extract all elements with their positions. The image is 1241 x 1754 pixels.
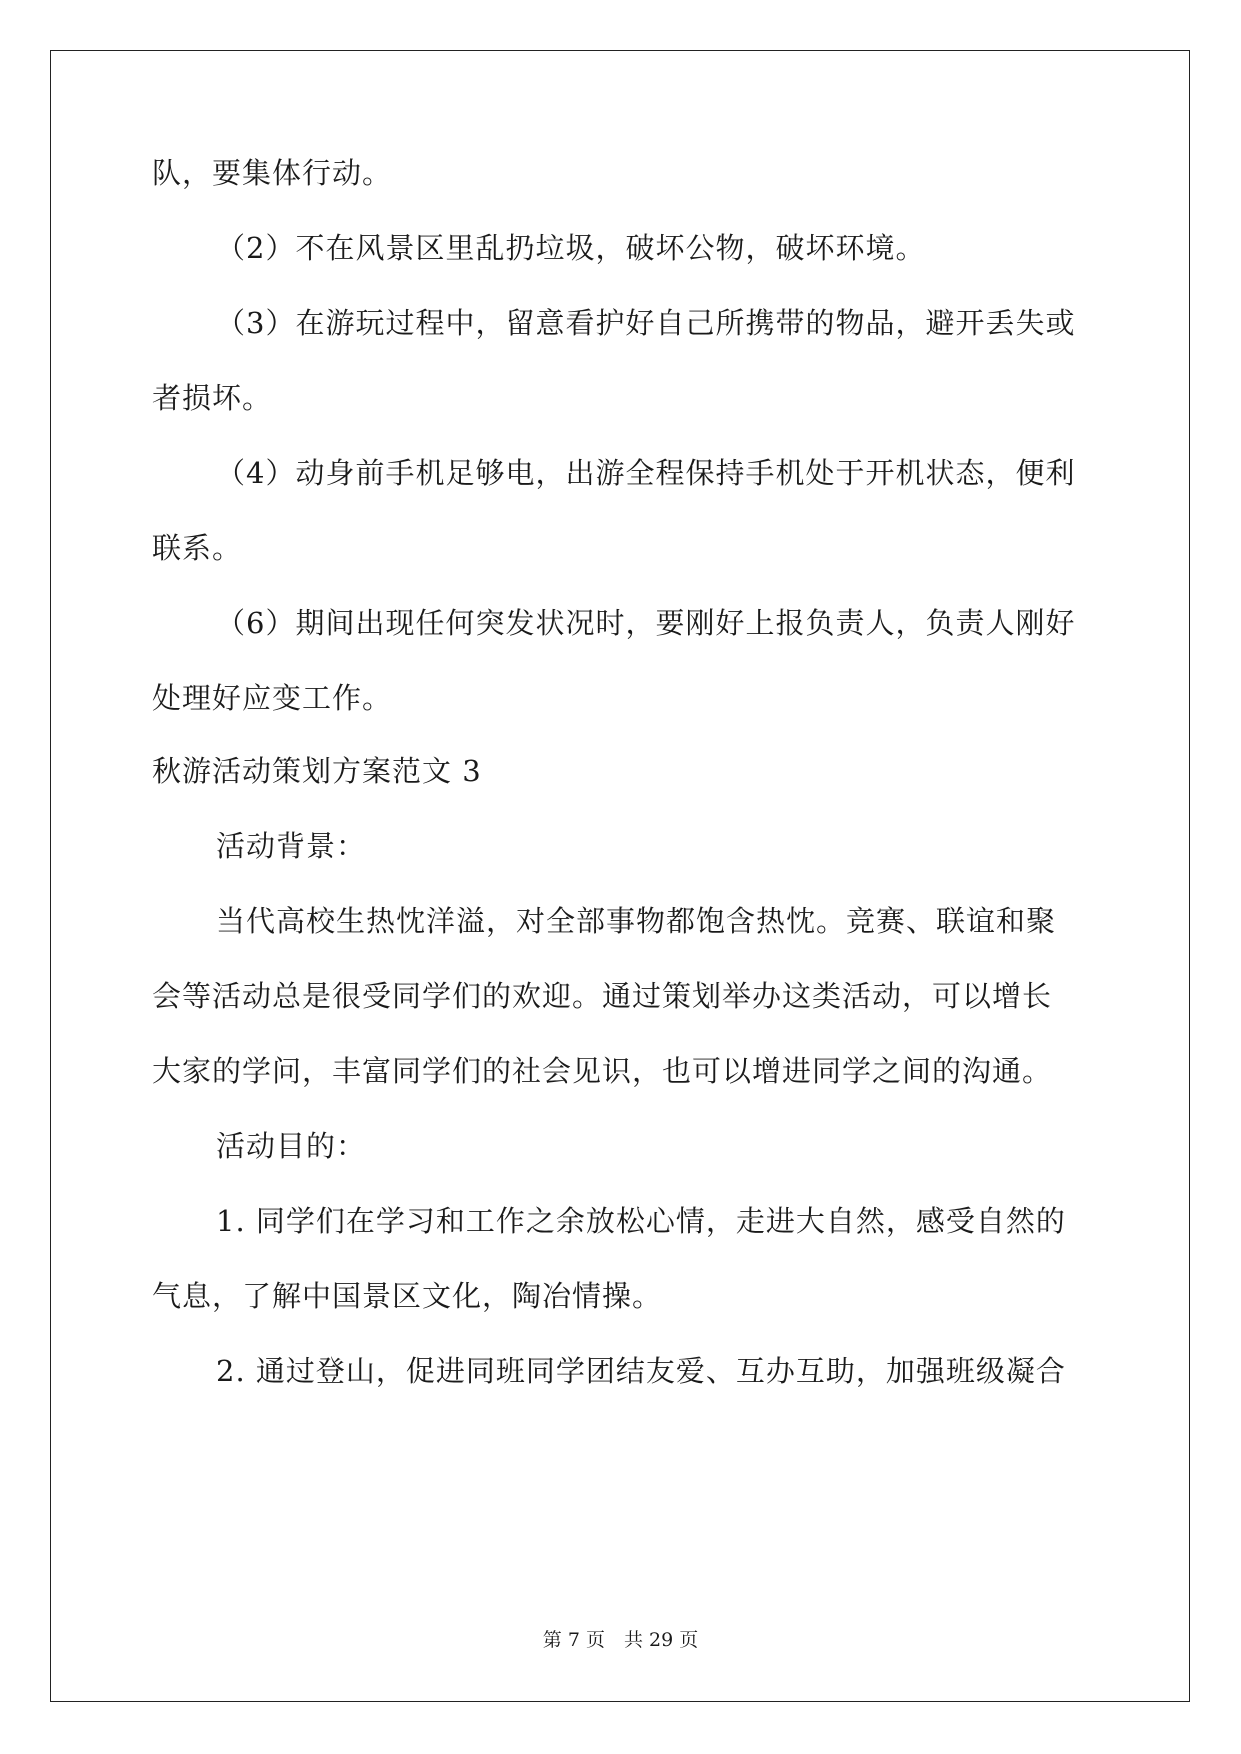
text-line: 者损坏。 — [152, 381, 273, 415]
text-line: 联系。 — [152, 531, 243, 565]
text-line: （3）在游玩过程中，留意看护好自己所携带的物品，避开丢失或 — [216, 306, 1076, 340]
text-line: 会等活动总是很受同学们的欢迎。通过策划举办这类活动，可以增长 — [152, 979, 1053, 1013]
section-heading: 秋游活动策划方案范文 3 — [152, 754, 482, 788]
text-line: 1. 同学们在学习和工作之余放松心情，走进大自然，感受自然的 — [216, 1204, 1066, 1238]
text-line: 大家的学问，丰富同学们的社会见识，也可以增进同学之间的沟通。 — [152, 1054, 1053, 1088]
text-line: 活动背景： — [216, 829, 367, 863]
text-line: （4）动身前手机足够电，出游全程保持手机处于开机状态，便利 — [216, 456, 1076, 490]
text-line: 气息，了解中国景区文化，陶冶情操。 — [152, 1279, 663, 1313]
text-line: 处理好应变工作。 — [152, 681, 393, 715]
text-line: 当代高校生热忱洋溢，对全部事物都饱含热忱。竞赛、联谊和聚 — [216, 904, 1057, 938]
text-line: 活动目的： — [216, 1129, 367, 1163]
text-line: （2）不在风景区里乱扔垃圾，破坏公物，破坏环境。 — [216, 231, 926, 265]
text-line: 队，要集体行动。 — [152, 156, 393, 190]
text-line: 2. 通过登山，促进同班同学团结友爱、互办互助，加强班级凝合 — [216, 1354, 1066, 1388]
page-border — [50, 50, 1190, 1702]
text-line: （6）期间出现任何突发状况时，要刚好上报负责人，负责人刚好 — [216, 606, 1076, 640]
page-footer: 第 7 页 共 29 页 — [542, 1629, 699, 1651]
